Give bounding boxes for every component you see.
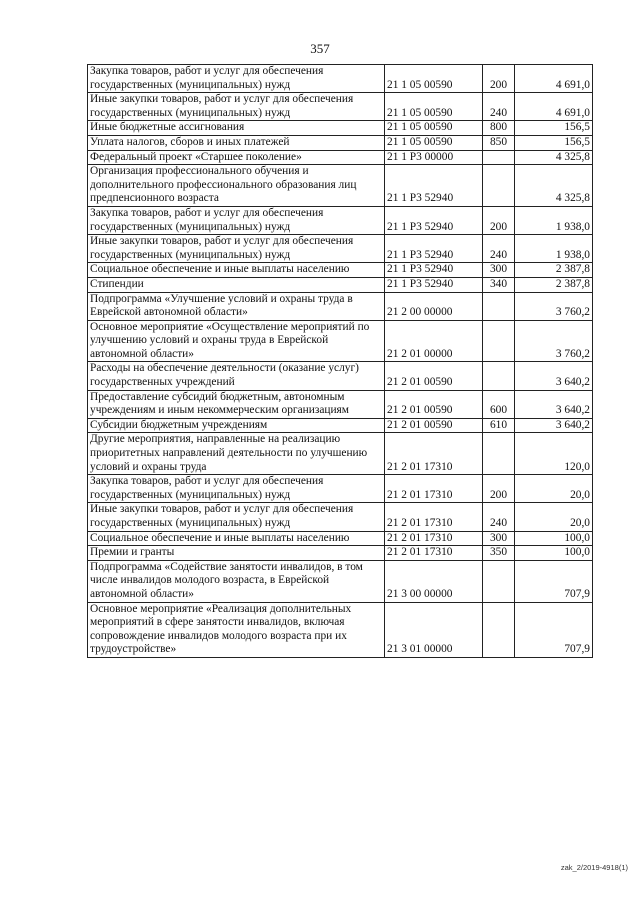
table-row <box>88 135 593 150</box>
table-row <box>88 292 593 320</box>
expense-name-cell: Подпрограмма «Улучшение условий и охраны труда в Еврейской автономной области» <box>88 292 385 320</box>
expense-name-cell: Предоставление субсидий бюджетным, автономным учреждениям и иным некоммерческим организациям <box>88 390 385 418</box>
target-article-code-cell: 21 2 01 17310 <box>385 433 483 475</box>
expense-type-cell: 240 <box>483 503 515 531</box>
expense-name-cell: Федеральный проект «Старшее поколение» <box>88 150 385 165</box>
target-article-code-cell: 21 2 01 17310 <box>385 475 483 503</box>
table-row <box>88 531 593 546</box>
amount-cell: 3 760,2 <box>515 320 593 362</box>
target-article-code-cell: 21 1 05 00590 <box>385 121 483 136</box>
expense-name-cell: Социальное обеспечение и иные выплаты населению <box>88 263 385 278</box>
expense-type-cell <box>483 433 515 475</box>
target-article-code-cell: 21 2 01 17310 <box>385 503 483 531</box>
target-article-code-cell: 21 1 P3 52940 <box>385 263 483 278</box>
page-number: 357 <box>310 41 330 56</box>
target-article-code-cell: 21 2 00 00000 <box>385 292 483 320</box>
expense-name-cell: Закупка товаров, работ и услуг для обеспечения государственных (муниципальных) нужд <box>88 475 385 503</box>
amount-cell: 3 640,2 <box>515 418 593 433</box>
expense-type-cell: 300 <box>483 263 515 278</box>
table-row <box>88 602 593 657</box>
amount-cell: 2 387,8 <box>515 263 593 278</box>
amount-cell: 156,5 <box>515 121 593 136</box>
target-article-code-cell: 21 1 05 00590 <box>385 93 483 121</box>
table-row <box>88 362 593 390</box>
expense-type-cell <box>483 320 515 362</box>
expense-name-cell: Основное мероприятие «Осуществление мероприятий по улучшению условий и охраны труда в Еврейской автономной области» <box>88 320 385 362</box>
target-article-code-cell: 21 2 01 00590 <box>385 390 483 418</box>
table-row <box>88 277 593 292</box>
table-row <box>88 121 593 136</box>
amount-cell: 20,0 <box>515 503 593 531</box>
expense-type-cell: 300 <box>483 531 515 546</box>
expense-name-cell: Социальное обеспечение и иные выплаты населению <box>88 531 385 546</box>
target-article-code-cell: 21 2 01 17310 <box>385 546 483 561</box>
expense-type-cell: 850 <box>483 135 515 150</box>
expense-type-cell <box>483 362 515 390</box>
table-row <box>88 503 593 531</box>
table-row <box>88 165 593 207</box>
target-article-code-cell: 21 2 01 00590 <box>385 362 483 390</box>
expense-type-cell: 240 <box>483 93 515 121</box>
table-row <box>88 320 593 362</box>
expense-type-cell <box>483 560 515 602</box>
expense-type-cell: 800 <box>483 121 515 136</box>
amount-cell: 100,0 <box>515 531 593 546</box>
expense-name-cell: Организация профессионального обучения и дополнительного профессионального образования лиц предпенсионного возраста <box>88 165 385 207</box>
table-row <box>88 93 593 121</box>
amount-cell: 3 640,2 <box>515 362 593 390</box>
amount-cell: 120,0 <box>515 433 593 475</box>
expense-name-cell: Стипендии <box>88 277 385 292</box>
table-row <box>88 206 593 234</box>
expense-name-cell: Закупка товаров, работ и услуг для обеспечения государственных (муниципальных) нужд <box>88 206 385 234</box>
expense-type-cell: 200 <box>483 475 515 503</box>
expense-type-cell: 200 <box>483 206 515 234</box>
expense-name-cell: Подпрограмма «Содействие занятости инвалидов, в том числе инвалидов молодого возраста, в Еврейской автономной области» <box>88 560 385 602</box>
table-row <box>88 546 593 561</box>
expense-type-cell: 610 <box>483 418 515 433</box>
table-row <box>88 390 593 418</box>
expense-type-cell <box>483 150 515 165</box>
expense-name-cell: Закупка товаров, работ и услуг для обеспечения государственных (муниципальных) нужд <box>88 65 385 93</box>
expense-type-cell <box>483 165 515 207</box>
expense-type-cell: 600 <box>483 390 515 418</box>
amount-cell: 4 691,0 <box>515 65 593 93</box>
amount-cell: 1 938,0 <box>515 235 593 263</box>
amount-cell: 100,0 <box>515 546 593 561</box>
table-row <box>88 263 593 278</box>
target-article-code-cell: 21 2 01 00000 <box>385 320 483 362</box>
expense-name-cell: Другие мероприятия, направленные на реализацию приоритетных направлений деятельности по улучшению условий и охраны труда <box>88 433 385 475</box>
table-row <box>88 560 593 602</box>
amount-cell: 707,9 <box>515 602 593 657</box>
target-article-code-cell: 21 1 05 00590 <box>385 135 483 150</box>
amount-cell: 3 640,2 <box>515 390 593 418</box>
amount-cell: 707,9 <box>515 560 593 602</box>
document-code: zak_2/2019-4918(1) <box>560 863 628 872</box>
expense-name-cell: Иные закупки товаров, работ и услуг для обеспечения государственных (муниципальных) нужд <box>88 93 385 121</box>
expense-name-cell: Субсидии бюджетным учреждениям <box>88 418 385 433</box>
expense-type-cell <box>483 602 515 657</box>
amount-cell: 20,0 <box>515 475 593 503</box>
target-article-code-cell: 21 2 01 00590 <box>385 418 483 433</box>
amount-cell: 4 325,8 <box>515 165 593 207</box>
table-row <box>88 433 593 475</box>
budget-table-body <box>88 65 593 658</box>
target-article-code-cell: 21 1 P3 52940 <box>385 206 483 234</box>
amount-cell: 2 387,8 <box>515 277 593 292</box>
expense-name-cell: Основное мероприятие «Реализация дополнительных мероприятий в сфере занятости инвалидов, включая сопровождение инвалидов молодого возраста при их трудоустройстве» <box>88 602 385 657</box>
amount-cell: 4 691,0 <box>515 93 593 121</box>
amount-cell: 4 325,8 <box>515 150 593 165</box>
target-article-code-cell: 21 1 P3 00000 <box>385 150 483 165</box>
table-row <box>88 235 593 263</box>
amount-cell: 156,5 <box>515 135 593 150</box>
target-article-code-cell: 21 1 P3 52940 <box>385 235 483 263</box>
table-row <box>88 65 593 93</box>
expense-type-cell: 200 <box>483 65 515 93</box>
target-article-code-cell: 21 3 01 00000 <box>385 602 483 657</box>
target-article-code-cell: 21 1 P3 52940 <box>385 165 483 207</box>
expense-type-cell <box>483 292 515 320</box>
expense-type-cell: 240 <box>483 235 515 263</box>
amount-cell: 3 760,2 <box>515 292 593 320</box>
amount-cell: 1 938,0 <box>515 206 593 234</box>
budget-table <box>87 64 593 658</box>
expense-name-cell: Иные бюджетные ассигнования <box>88 121 385 136</box>
table-row <box>88 418 593 433</box>
expense-name-cell: Расходы на обеспечение деятельности (оказание услуг) государственных учреждений <box>88 362 385 390</box>
expense-name-cell: Премии и гранты <box>88 546 385 561</box>
table-row <box>88 150 593 165</box>
expense-name-cell: Иные закупки товаров, работ и услуг для обеспечения государственных (муниципальных) нужд <box>88 235 385 263</box>
table-row <box>88 475 593 503</box>
expense-name-cell: Иные закупки товаров, работ и услуг для обеспечения государственных (муниципальных) нужд <box>88 503 385 531</box>
expense-name-cell: Уплата налогов, сборов и иных платежей <box>88 135 385 150</box>
target-article-code-cell: 21 1 05 00590 <box>385 65 483 93</box>
expense-type-cell: 340 <box>483 277 515 292</box>
target-article-code-cell: 21 3 00 00000 <box>385 560 483 602</box>
target-article-code-cell: 21 1 P3 52940 <box>385 277 483 292</box>
target-article-code-cell: 21 2 01 17310 <box>385 531 483 546</box>
expense-type-cell: 350 <box>483 546 515 561</box>
